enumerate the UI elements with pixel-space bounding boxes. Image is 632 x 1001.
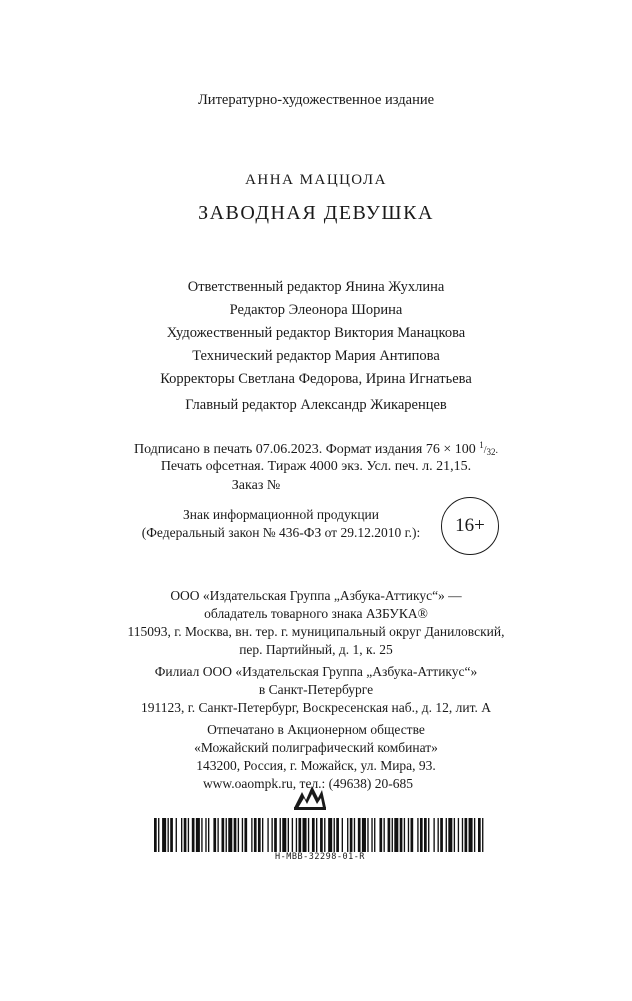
printer-line: www.oaompk.ru, тел.: (49638) 20-685 <box>202 776 414 791</box>
barcode-bar <box>328 818 332 852</box>
barcode-bar <box>226 818 227 852</box>
barcode-bar <box>254 818 257 852</box>
barcode-bar <box>462 818 463 852</box>
barcode-bar <box>242 818 243 852</box>
barcode-bar <box>404 818 405 852</box>
barcode-bar <box>312 818 315 852</box>
barcode-bar <box>208 818 209 852</box>
publisher-line: ООО «Издательская Группа „Азбука-Аттикус“» — <box>170 588 462 603</box>
barcode-bar <box>188 818 189 852</box>
barcode-bar <box>388 818 391 852</box>
barcode-bar <box>358 818 361 852</box>
barcode-bar <box>420 818 423 852</box>
barcode-bar <box>417 818 418 852</box>
barcode-bar <box>354 818 355 852</box>
barcode-bar <box>228 818 232 852</box>
barcode-bar <box>316 818 317 852</box>
publisher-line: обладатель товарного знака АЗБУКА® <box>204 606 428 621</box>
barcode-bar <box>158 818 159 852</box>
barcode-bar <box>469 818 473 852</box>
author-name: АННА МАЦЦОЛА <box>245 172 387 188</box>
barcode-bar <box>347 818 348 852</box>
barcode-bar <box>303 818 307 852</box>
printer-logo-icon <box>292 782 328 812</box>
barcode-bar <box>238 818 239 852</box>
barcode-bar <box>262 818 263 852</box>
staff-line: Ответственный редактор Янина Жухлина <box>187 279 445 295</box>
barcode-bar <box>379 818 382 852</box>
imprint-signed-text: Подписано в печать 07.06.2023. Формат издания 76 × 100 <box>133 442 476 457</box>
barcode-bar <box>408 818 409 852</box>
barcode-bar <box>320 818 323 852</box>
barcode-bar <box>367 818 368 852</box>
barcode-bar <box>298 818 301 852</box>
barcode-bar <box>478 818 481 852</box>
barcode-bar <box>222 818 225 852</box>
barcode-bar <box>438 818 439 852</box>
barcode-bar <box>154 818 157 852</box>
barcode-bar <box>267 818 268 852</box>
age-sign-law: (Федеральный закон № 436-ФЗ от 29.12.2010 г.): <box>141 525 421 540</box>
barcode-bar <box>411 818 414 852</box>
chief-editor-line: Главный редактор Александр Жикаренцев <box>185 397 447 413</box>
barcode-bar <box>392 818 393 852</box>
barcode-bar <box>384 818 385 852</box>
barcode-bar <box>196 818 200 852</box>
barcode-bar <box>271 818 272 852</box>
barcode-bar <box>274 818 277 852</box>
branch-line: в Санкт-Петербурге <box>258 682 374 697</box>
branch-line: 191123, г. Санкт-Петербург, Воскресенская наб., д. 12, лит. А <box>141 700 491 715</box>
printer-line: 143200, Россия, г. Можайск, ул. Мира, 93. <box>196 758 436 773</box>
publisher-line: пер. Партийный, д. 1, к. 25 <box>239 642 393 657</box>
barcode-bar <box>184 818 187 852</box>
barcode-bar <box>474 818 475 852</box>
book-title: ЗАВОДНАЯ ДЕВУШКА <box>198 202 434 224</box>
barcode-bar <box>168 818 169 852</box>
barcode-bar <box>181 818 182 852</box>
barcode-bar <box>454 818 455 852</box>
genre-label: Литературно-художественное издание <box>197 92 435 108</box>
barcode-bar <box>371 818 372 852</box>
publisher-line: 115093, г. Москва, вн. тер. г. муниципальный округ Даниловский, <box>127 624 505 639</box>
barcode-bar <box>244 818 247 852</box>
age-sign-label: Знак информационной продукции <box>182 507 380 522</box>
barcode-bar <box>446 818 447 852</box>
barcode-bar <box>336 818 339 852</box>
barcode-bar <box>292 818 293 852</box>
barcode-bar <box>201 818 202 852</box>
format-numerator: 1 <box>479 440 484 450</box>
barcode-bar <box>394 818 398 852</box>
barcode-bar <box>251 818 252 852</box>
imprint-line-1 <box>0 440 632 458</box>
barcode-number: Н-МВВ-32298-01-R <box>275 852 365 862</box>
barcode-bar <box>308 818 309 852</box>
barcode-bar <box>170 818 173 852</box>
staff-line: Художественный редактор Виктория Манацкова <box>166 325 466 341</box>
barcode-bar <box>400 818 403 852</box>
barcode-bar <box>458 818 459 852</box>
printer-line: Отпечатано в Акционерном обществе <box>207 722 425 737</box>
barcode-bar <box>213 818 216 852</box>
barcode-bar <box>448 818 452 852</box>
barcode-bar <box>374 818 375 852</box>
barcode-bar <box>465 818 468 852</box>
barcode-bar <box>324 818 325 852</box>
barcode-bar <box>280 818 281 852</box>
barcode-bar <box>288 818 289 852</box>
age-rating-badge: 16+ <box>441 497 499 555</box>
staff-line: Редактор Элеонора Шорина <box>229 302 403 318</box>
barcode-bar <box>234 818 237 852</box>
barcode-bar <box>433 818 434 852</box>
branch-line: Филиал ООО «Издательская Группа „Азбука-Аттикус“» <box>154 664 478 679</box>
barcode-bar <box>176 818 177 852</box>
barcode-bar <box>192 818 195 852</box>
barcode-bar <box>440 818 443 852</box>
barcode-bar <box>217 818 218 852</box>
staff-line: Технический редактор Мария Антипова <box>192 348 440 364</box>
barcode-bar <box>205 818 206 852</box>
imprint-line-2: Печать офсетная. Тираж 4000 экз. Усл. печ. л. 21,15. <box>160 459 472 474</box>
barcode-bar <box>350 818 353 852</box>
format-fraction: $^1/_{32}$. <box>479 440 499 457</box>
order-barcode <box>154 818 486 852</box>
staff-line: Корректоры Светлана Федорова, Ирина Игнатьева <box>160 371 472 387</box>
barcode-bar <box>342 818 343 852</box>
barcode-bar <box>362 818 366 852</box>
barcode-bar <box>162 818 166 852</box>
barcode-bar <box>296 818 297 852</box>
barcode-bar <box>282 818 286 852</box>
barcode-bar <box>424 818 427 852</box>
barcode-bar <box>482 818 483 852</box>
barcode-bar <box>258 818 261 852</box>
barcode-bar <box>334 818 335 852</box>
printer-line: «Можайский полиграфический комбинат» <box>194 740 438 755</box>
format-denominator: 32 <box>486 447 496 457</box>
imprint-order: Заказ № <box>231 478 281 493</box>
barcode-bar <box>428 818 429 852</box>
